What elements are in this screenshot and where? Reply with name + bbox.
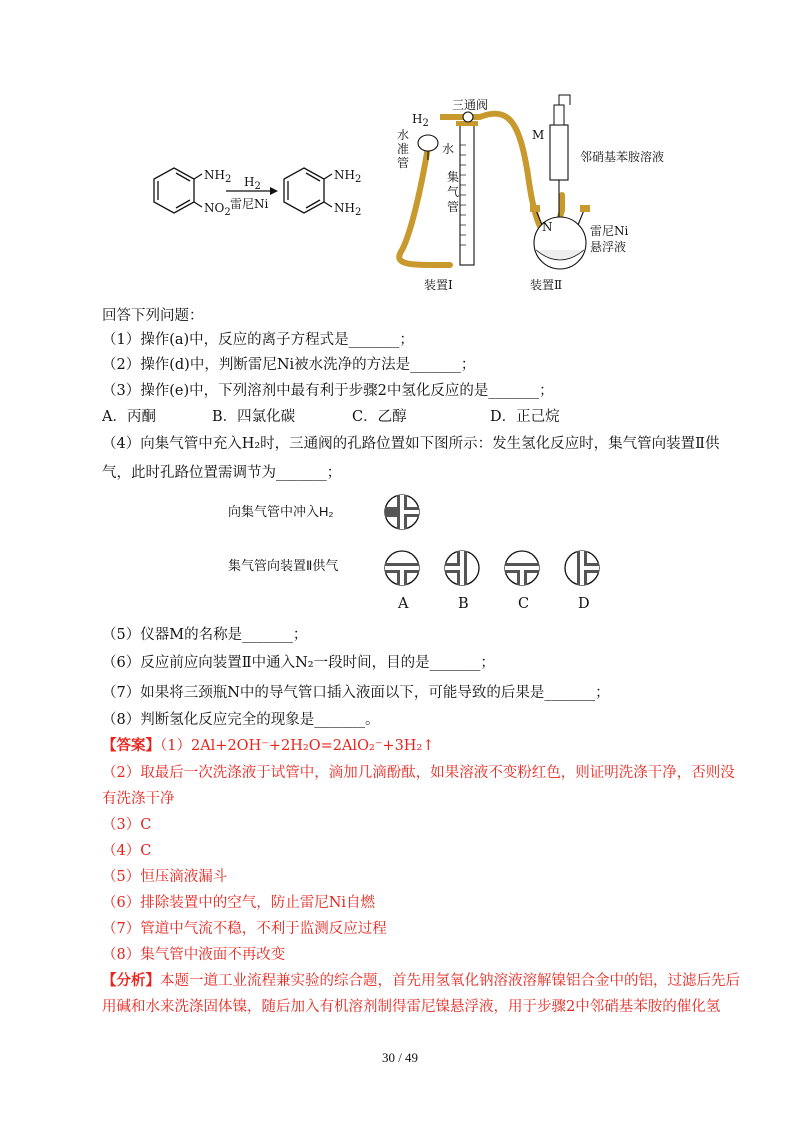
valve-option-d-icon	[565, 551, 599, 585]
valve-row1-label: 向集气管中冲入H₂	[228, 504, 334, 519]
device2-label: 装置Ⅱ	[530, 278, 563, 292]
reaction-arrowhead	[270, 187, 278, 195]
answer-8: （8）集气管中液面不再改变	[102, 947, 286, 963]
question-3-option-b: B．四氯化碳	[212, 409, 296, 425]
question-8: （8）判断氢化反应完全的现象是_______。	[102, 712, 380, 728]
valve-option-a-label: A	[398, 596, 409, 612]
valve-option-c-icon	[505, 551, 539, 585]
water-label: 水	[442, 142, 455, 156]
valve-option-c-label: C	[518, 596, 530, 612]
question-3: （3）操作(e)中，下列溶剂中最有利于步骤2中氢化反应的是_______；	[102, 383, 554, 399]
valve-option-a-icon	[385, 551, 419, 585]
reagent-top: $H_2$	[244, 175, 261, 192]
question-3-option-d: D．正己烷	[490, 409, 560, 425]
valve-row1-icon	[385, 495, 419, 529]
answer-2-line-1: （2）取最后一次洗涤液于试管中，滴加几滴酚酞，如果溶液不变粉红色，则证明洗涤干净，否则没	[102, 765, 735, 781]
valve-option-b-label: B	[458, 596, 469, 612]
question-3-option-c: C．乙醇	[352, 409, 407, 425]
product-group-top: $NH_2$	[334, 168, 362, 185]
h2-label: $H_2$	[412, 112, 429, 129]
n-label: N	[542, 220, 553, 234]
reactant-benzene-ring	[154, 168, 202, 213]
solution-label: 邻硝基苯胺溶液	[580, 150, 665, 164]
valve-option-d-label: D	[578, 596, 590, 612]
answer-5: （5）恒压滴液漏斗	[102, 869, 228, 885]
reactant-group-top: $NH_2$	[204, 168, 232, 185]
three-way-valve	[463, 112, 473, 122]
question-3-option-a: A．丙酮	[102, 409, 156, 425]
question-1: （1）操作(a)中，反应的离子方程式是_______；	[102, 332, 414, 348]
question-4-line-2: 气，此时孔路位置需调节为_______；	[102, 465, 342, 481]
answer-6: （6）排除装置中的空气，防止雷尼Ni自燃	[102, 895, 376, 911]
dropping-funnel	[550, 125, 568, 180]
answer-3: （3）C	[102, 817, 152, 833]
suspension-label-1: 雷尼Ni	[590, 224, 629, 238]
water-tube-label: 水准管	[397, 128, 410, 170]
analysis-text-1: 本题一道工业流程兼实验的综合题，首先用氢氧化钠溶液溶解镍铝合金中的铝，过滤后先后	[160, 973, 740, 989]
analysis-tag: 【分析】	[102, 972, 160, 989]
valve-option-b-icon	[445, 551, 479, 585]
m-label: M	[532, 128, 545, 142]
answer-2-line-2: 有洗涤干净	[102, 791, 175, 807]
questions-intro: 回答下列问题：	[102, 308, 204, 324]
valve-diagram	[380, 490, 620, 590]
answer-block-line-1	[102, 736, 434, 756]
answer-4: （4）C	[102, 843, 152, 859]
question-7: （7）如果将三颈瓶N中的导气管口插入液面以下，可能导致的后果是_______；	[102, 685, 610, 701]
suspension-label-2: 悬浮液	[590, 240, 627, 254]
device1-label: 装置Ⅰ	[424, 278, 453, 292]
question-5: （5）仪器M的名称是_______；	[102, 627, 308, 643]
reactant-group-bottom: $NO_2$	[204, 201, 231, 218]
water-level-bulb	[418, 135, 438, 151]
valve-label: 三通阀	[452, 98, 489, 112]
valve-row2-label: 集气管向装置Ⅱ供气	[228, 558, 339, 573]
analysis-line-1	[102, 971, 740, 991]
answer-7: （7）管道中气流不稳，不利于监测反应过程	[102, 921, 387, 937]
question-4-line-1: （4）向集气管中充入H₂时，三通阀的孔路位置如下图所示：发生氢化反应时，集气管向装置Ⅱ供	[102, 436, 720, 452]
gas-tube-label: 集气管	[447, 170, 460, 214]
page-number: 30 / 49	[381, 1050, 419, 1065]
question-2: （2）操作(d)中，判断雷尼Ni被水洗净的方法是_______；	[102, 357, 476, 373]
product-benzene-ring	[284, 168, 332, 213]
answer-1: （1）2Al+2OH⁻+2H₂O=2AlO₂⁻+3H₂↑	[160, 738, 435, 754]
question-6: （6）反应前应向装置Ⅱ中通入N₂一段时间，目的是_______；	[102, 655, 495, 671]
answer-tag: 【答案】	[102, 737, 160, 754]
reagent-bottom: 雷尼Ni	[230, 197, 269, 211]
product-group-bottom: $NH_2$	[334, 201, 362, 218]
analysis-line-2: 用碱和水来洗涤固体镍，随后加入有机溶剂制得雷尼镍悬浮液，用于步骤2中邻硝基苯胺的催化氢	[102, 999, 721, 1015]
